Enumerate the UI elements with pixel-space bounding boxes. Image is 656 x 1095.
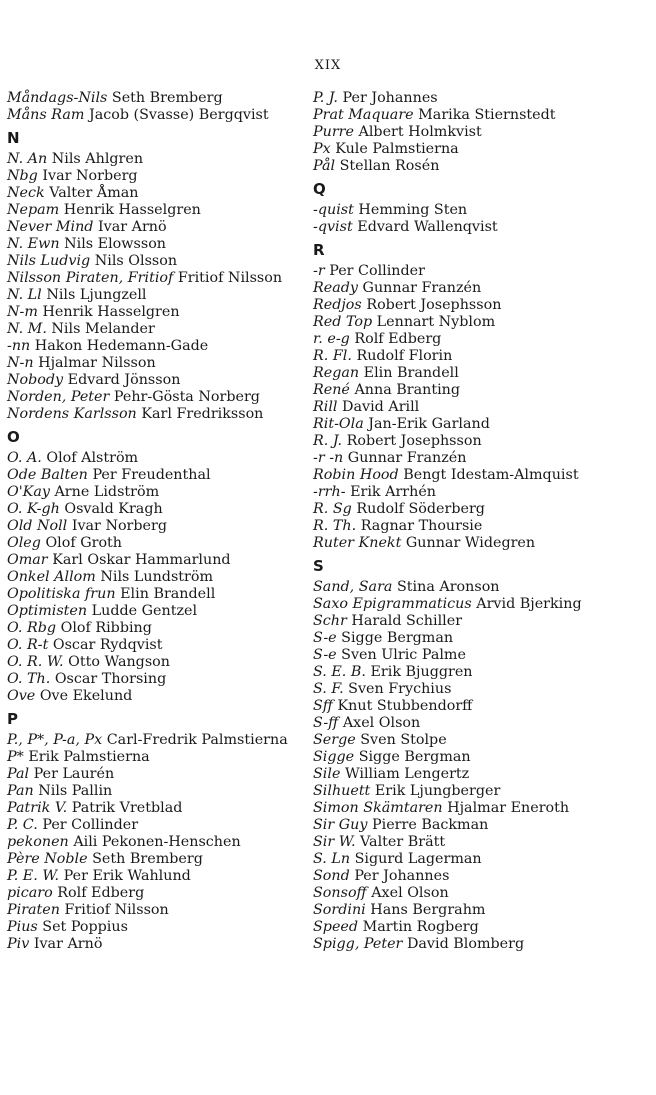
pseudonym: R. Sg [313, 501, 352, 517]
real-name: Knut Stubbendorff [337, 698, 473, 714]
index-entry [7, 936, 297, 953]
index-entry [7, 518, 297, 535]
real-name: Nils Melander [51, 321, 155, 337]
real-name: Arne Lidström [54, 484, 160, 500]
real-name: Nils Ljungzell [46, 287, 147, 303]
index-entry [7, 338, 297, 355]
pseudonym: R. Th. [313, 518, 357, 534]
pseudonym: Nobody [7, 372, 64, 388]
real-name: Oscar Thorsing [54, 671, 167, 687]
real-name: Axel Olson [342, 715, 421, 731]
index-entry [7, 817, 297, 834]
index-entry [313, 518, 603, 535]
section-letter: R [313, 241, 325, 259]
real-name: Nils Ahlgren [51, 151, 144, 167]
pseudonym: Schr [313, 613, 347, 629]
real-name: Per Erik Wahlund [63, 868, 191, 884]
pseudonym: Sand, Sara [313, 579, 393, 595]
real-name: Ragnar Thoursie [360, 518, 483, 534]
index-entry [7, 620, 297, 637]
pseudonym: Sile [313, 766, 341, 782]
real-name: Erik Palmstierna [28, 749, 150, 765]
real-name: Per Freudenthal [92, 467, 211, 483]
real-name: Per Collinder [329, 263, 425, 279]
pseudonym: Px [313, 141, 331, 157]
index-entry [313, 535, 603, 552]
pseudonym: -qvist [313, 219, 353, 235]
pseudonym: Speed [313, 919, 359, 935]
pseudonym: Sir W. [313, 834, 356, 850]
index-entry [313, 749, 603, 766]
pseudonym: Prat Maquare [313, 107, 414, 123]
index-entry [313, 647, 603, 664]
pseudonym: Piv [7, 936, 30, 952]
index-entry [7, 902, 297, 919]
pseudonym: Pan [7, 783, 34, 799]
real-name: Patrik Vretblad [71, 800, 183, 816]
section-letter: Q [313, 180, 326, 198]
index-entry [7, 586, 297, 603]
real-name: Fritiof Nilsson [64, 902, 169, 918]
real-name: Marika Stiernstedt [418, 107, 556, 123]
section-letter: P [7, 710, 18, 728]
index-entry [313, 613, 603, 630]
pseudonym: Nils Ludvig [7, 253, 91, 269]
pseudonym: Sff [313, 698, 333, 714]
index-entry [7, 219, 297, 236]
index-entry [313, 851, 603, 868]
pseudonym: Pius [7, 919, 38, 935]
pseudonym: Simon Skämtaren [313, 800, 443, 816]
real-name: Elin Brandell [363, 365, 459, 381]
pseudonym: O. R. W. [7, 654, 64, 670]
real-name: Karl Fredriksson [141, 406, 264, 422]
real-name: Edvard Jönsson [67, 372, 181, 388]
real-name: Erik Ljungberger [374, 783, 501, 799]
pseudonym: Ode Balten [7, 467, 88, 483]
pseudonym: R. J. [313, 433, 343, 449]
index-entry [7, 270, 297, 287]
pseudonym: Onkel Allom [7, 569, 96, 585]
pseudonym: -rrh- [313, 484, 346, 500]
real-name: Ivar Arnö [33, 936, 103, 952]
pseudonym: Sonsoff [313, 885, 367, 901]
index-entry [313, 90, 603, 107]
real-name: Carl-Fredrik Palmstierna [106, 732, 288, 748]
index-entry [313, 579, 603, 596]
real-name: Robert Josephsson [346, 433, 482, 449]
index-entry [313, 902, 603, 919]
pseudonym: Red Top [313, 314, 373, 330]
real-name: Rolf Edberg [354, 331, 442, 347]
index-entry [313, 416, 603, 433]
real-name: Karl Oskar Hammarlund [52, 552, 231, 568]
pseudonym: Saxo Epigrammaticus [313, 596, 472, 612]
real-name: Edvard Wallenqvist [357, 219, 498, 235]
index-entry [7, 389, 297, 406]
index-entry [7, 552, 297, 569]
index-entry [313, 107, 603, 124]
index-entry [7, 185, 297, 202]
real-name: Ivar Norberg [71, 518, 167, 534]
real-name: Ludde Gentzel [91, 603, 198, 619]
real-name: Nils Olsson [94, 253, 178, 269]
index-entry [313, 263, 603, 280]
index-entry [7, 671, 297, 688]
real-name: Otto Wangson [68, 654, 170, 670]
real-name: Per Laurén [33, 766, 115, 782]
index-entry [313, 484, 603, 501]
index-entry [313, 868, 603, 885]
index-entry [313, 834, 603, 851]
pseudonym: O. Th. [7, 671, 51, 687]
index-entry [7, 800, 297, 817]
index-entry [7, 851, 297, 868]
pseudonym: N. M. [7, 321, 47, 337]
pseudonym: -r [313, 263, 325, 279]
pseudonym: Nbg [7, 168, 38, 184]
real-name: Aili Pekonen-Henschen [73, 834, 241, 850]
index-entry [313, 280, 603, 297]
index-entry [313, 698, 603, 715]
real-name: Henrik Hasselgren [63, 202, 201, 218]
real-name: Oscar Rydqvist [52, 637, 163, 653]
real-name: Olof Ribbing [60, 620, 152, 636]
right-column [313, 90, 603, 953]
index-entry [7, 919, 297, 936]
index-entry [7, 467, 297, 484]
real-name: Kule Palmstierna [335, 141, 459, 157]
pseudonym: P* [7, 749, 24, 765]
pseudonym: O. K-gh [7, 501, 60, 517]
real-name: Sigurd Lagerman [354, 851, 482, 867]
index-entry [313, 766, 603, 783]
index-entry [313, 817, 603, 834]
pseudonym: Old Noll [7, 518, 68, 534]
pseudonym: O. Rbg [7, 620, 57, 636]
index-entry [7, 253, 297, 270]
real-name: Erik Arrhén [350, 484, 437, 500]
pseudonym: Rit-Ola [313, 416, 364, 432]
pseudonym: Ready [313, 280, 358, 296]
real-name: Pehr-Gösta Norberg [113, 389, 260, 405]
pseudonym: René [313, 382, 350, 398]
real-name: Set Poppius [42, 919, 128, 935]
real-name: Rolf Edberg [57, 885, 145, 901]
real-name: Sven Ulric Palme [341, 647, 466, 663]
pseudonym: O'Kay [7, 484, 50, 500]
pseudonym: Robin Hood [313, 467, 399, 483]
pseudonym: Spigg, Peter [313, 936, 403, 952]
real-name: Olof Groth [45, 535, 123, 551]
index-entry [313, 314, 603, 331]
real-name: Elin Brandell [120, 586, 216, 602]
pseudonym: Redjos [313, 297, 362, 313]
pseudonym: Oleg [7, 535, 41, 551]
real-name: Martin Rogberg [362, 919, 479, 935]
pseudonym: P. C. [7, 817, 38, 833]
pseudonym: Nilsson Piraten, Fritiof [7, 270, 174, 286]
pseudonym: Serge [313, 732, 356, 748]
pseudonym: S-e [313, 647, 337, 663]
index-entry [313, 158, 603, 175]
real-name: Per Johannes [354, 868, 450, 884]
index-entry [7, 406, 297, 423]
index-entry [313, 382, 603, 399]
index-entry [7, 484, 297, 501]
index-entry [7, 501, 297, 518]
pseudonym: O. R-t [7, 637, 49, 653]
real-name: Henrik Hasselgren [42, 304, 180, 320]
page-number: XIX [314, 58, 342, 73]
index-entry [313, 297, 603, 314]
pseudonym: Piraten [7, 902, 60, 918]
pseudonym: N-n [7, 355, 34, 371]
real-name: Axel Olson [371, 885, 449, 901]
index-entry [7, 654, 297, 671]
real-name: Hjalmar Eneroth [447, 800, 570, 816]
pseudonym: Sir Guy [313, 817, 368, 833]
pseudonym: N. An [7, 151, 48, 167]
index-entry [7, 834, 297, 851]
index-entry [313, 800, 603, 817]
index-entry [7, 603, 297, 620]
real-name: Sven Frychius [348, 681, 452, 697]
real-name: Per Collinder [42, 817, 139, 833]
real-name: Sigge Bergman [358, 749, 471, 765]
pseudonym: Opolitiska frun [7, 586, 116, 602]
index-entry [313, 664, 603, 681]
pseudonym: Sigge [313, 749, 355, 765]
pseudonym: S. Ln [313, 851, 351, 867]
real-name: Nils Lundström [100, 569, 214, 585]
index-entry [313, 715, 603, 732]
pseudonym: -nn [7, 338, 31, 354]
index-entry [7, 450, 297, 467]
real-name: Nils Pallin [38, 783, 113, 799]
index-entry [7, 868, 297, 885]
index-entry [7, 766, 297, 783]
index-entry [7, 287, 297, 304]
pseudonym: R. Fl. [313, 348, 352, 364]
real-name: Hjalmar Nilsson [38, 355, 156, 371]
real-name: Rudolf Söderberg [356, 501, 485, 517]
index-entry [7, 202, 297, 219]
real-name: Jacob (Svasse) Bergqvist [88, 107, 269, 123]
index-entry [7, 749, 297, 766]
pseudonym: Nordens Karlsson [7, 406, 137, 422]
section-letter: N [7, 129, 20, 147]
index-entry [313, 630, 603, 647]
pseudonym: P., P*, P-a, Px [7, 732, 103, 748]
pseudonym: Sond [313, 868, 350, 884]
pseudonym: Purre [313, 124, 354, 140]
real-name: Anna Branting [354, 382, 461, 398]
index-entry [7, 90, 297, 107]
index-entry [7, 688, 297, 705]
index-entry [313, 501, 603, 518]
pseudonym: O. A. [7, 450, 42, 466]
pseudonym: Måns Ram [7, 107, 85, 123]
real-name: Jan-Erik Garland [368, 416, 490, 432]
index-entry [313, 331, 603, 348]
index-entry [7, 107, 297, 124]
real-name: Ivar Arnö [98, 219, 167, 235]
pseudonym: Patrik V. [7, 800, 68, 816]
pseudonym: Sordini [313, 902, 366, 918]
pseudonym: Ove [7, 688, 36, 704]
index-entry [313, 365, 603, 382]
pseudonym: Ruter Knekt [313, 535, 402, 551]
section-letter: S [313, 557, 324, 575]
index-entry [313, 348, 603, 365]
index-entry [313, 467, 603, 484]
pseudonym: N. Ewn [7, 236, 60, 252]
index-entry [313, 450, 603, 467]
index-entry [7, 321, 297, 338]
pseudonym: Père Noble [7, 851, 88, 867]
pseudonym: Optimisten [7, 603, 88, 619]
real-name: Seth Bremberg [92, 851, 203, 867]
index-entry [313, 202, 603, 219]
real-name: Ove Ekelund [39, 688, 133, 704]
pseudonym: Rill [313, 399, 338, 415]
real-name: Albert Holmkvist [358, 124, 482, 140]
real-name: Harald Schiller [351, 613, 463, 629]
pseudonym: Never Mind [7, 219, 94, 235]
index-entry [313, 399, 603, 416]
real-name: Osvald Kragh [64, 501, 163, 517]
real-name: Nils Elowsson [64, 236, 167, 252]
index-entry [7, 783, 297, 800]
real-name: Robert Josephsson [366, 297, 502, 313]
real-name: Lennart Nyblom [376, 314, 496, 330]
pseudonym: Nepam [7, 202, 60, 218]
real-name: Stellan Rosén [339, 158, 440, 174]
pseudonym: Norden, Peter [7, 389, 110, 405]
index-entry [7, 535, 297, 552]
pseudonym: N. Ll [7, 287, 42, 303]
index-entry [313, 732, 603, 749]
index-entry [313, 885, 603, 902]
pseudonym: Pål [313, 158, 336, 174]
real-name: Fritiof Nilsson [177, 270, 283, 286]
real-name: William Lengertz [344, 766, 470, 782]
real-name: Rudolf Florin [356, 348, 453, 364]
pseudonym: S-e [313, 630, 337, 646]
index-entry [313, 141, 603, 158]
real-name: Stina Aronson [397, 579, 500, 595]
pseudonym: N-m [7, 304, 38, 320]
real-name: Hans Bergrahm [370, 902, 486, 918]
pseudonym: r. e-g [313, 331, 350, 347]
real-name: Per Johannes [342, 90, 438, 106]
real-name: Arvid Bjerking [476, 596, 582, 612]
index-entry [313, 433, 603, 450]
real-name: Olof Alström [46, 450, 139, 466]
real-name: Erik Bjuggren [370, 664, 473, 680]
index-entry [313, 124, 603, 141]
pseudonym: S-ff [313, 715, 339, 731]
real-name: Bengt Idestam-Almquist [403, 467, 579, 483]
pseudonym: Silhuett [313, 783, 371, 799]
index-entry [313, 783, 603, 800]
index-entry [7, 569, 297, 586]
real-name: Hemming Sten [358, 202, 468, 218]
real-name: Seth Bremberg [111, 90, 223, 106]
real-name: Gunnar Franzén [362, 280, 482, 296]
index-entry [7, 151, 297, 168]
pseudonym: S. E. B. [313, 664, 366, 680]
index-entry [7, 168, 297, 185]
real-name: Sven Stolpe [360, 732, 447, 748]
index-entry [313, 919, 603, 936]
real-name: Gunnar Franzén [347, 450, 467, 466]
index-entry [7, 885, 297, 902]
real-name: Sigge Bergman [341, 630, 454, 646]
pseudonym: Regan [313, 365, 360, 381]
pseudonym: S. F. [313, 681, 344, 697]
index-entry [7, 355, 297, 372]
section-letter: O [7, 428, 20, 446]
real-name: Valter Brätt [360, 834, 446, 850]
pseudonym: Måndags-Nils [7, 90, 108, 106]
index-entry [313, 936, 603, 953]
pseudonym: Neck [7, 185, 45, 201]
index-entry [313, 219, 603, 236]
pseudonym: pekonen [7, 834, 69, 850]
pseudonym: Omar [7, 552, 48, 568]
index-entry [7, 372, 297, 389]
real-name: Pierre Backman [372, 817, 489, 833]
index-entry [7, 637, 297, 654]
real-name: David Arill [342, 399, 420, 415]
real-name: Hakon Hedemann-Gade [34, 338, 209, 354]
index-entry [313, 681, 603, 698]
pseudonym: P. E. W. [7, 868, 60, 884]
pseudonym: P. J. [313, 90, 338, 106]
index-entry [313, 596, 603, 613]
real-name: Gunnar Widegren [405, 535, 536, 551]
index-entry [7, 304, 297, 321]
index-entry [7, 732, 297, 749]
pseudonym: Pal [7, 766, 30, 782]
left-column [7, 90, 297, 953]
pseudonym: -quist [313, 202, 354, 218]
pseudonym: picaro [7, 885, 53, 901]
index-entry [7, 236, 297, 253]
real-name: Valter Åman [49, 185, 139, 201]
pseudonym: -r -n [313, 450, 344, 466]
real-name: Ivar Norberg [42, 168, 138, 184]
real-name: David Blomberg [406, 936, 525, 952]
